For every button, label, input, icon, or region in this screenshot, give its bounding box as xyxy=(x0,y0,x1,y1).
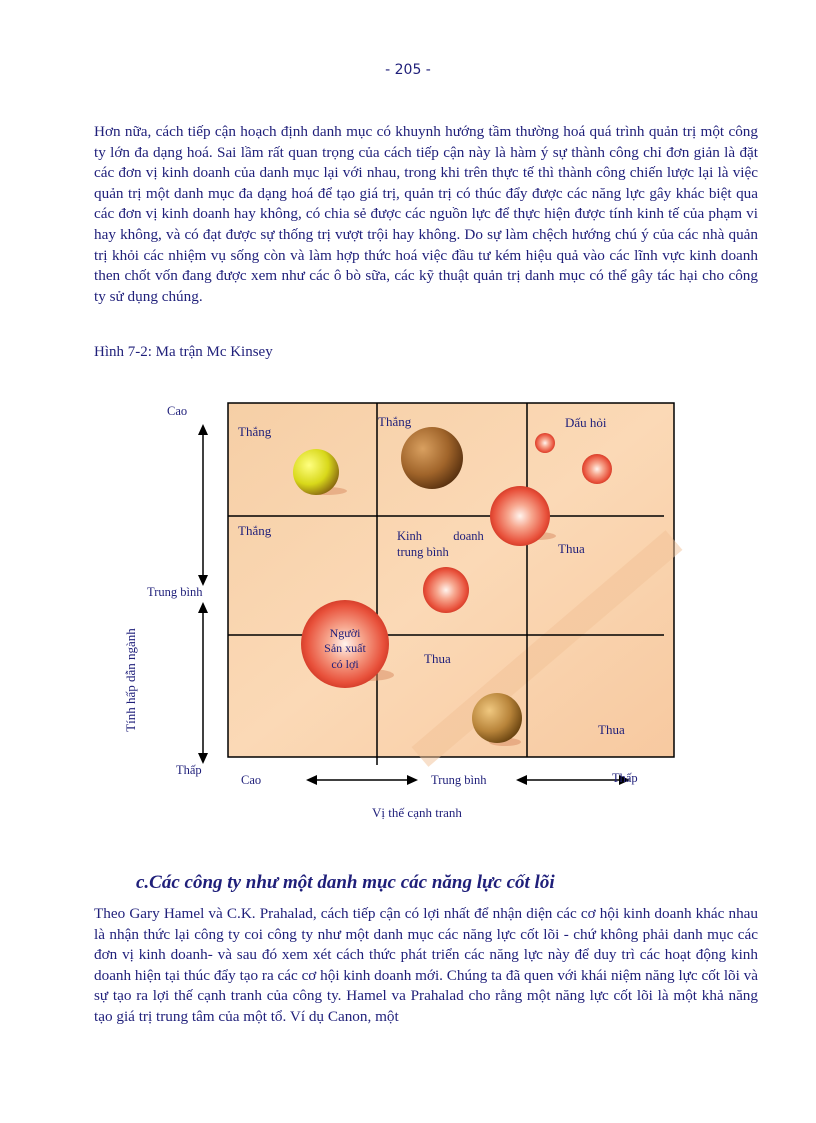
arrowhead-left-icon xyxy=(306,775,317,785)
arrowhead-up-icon xyxy=(198,424,208,435)
y-tick-low: Thấp xyxy=(176,763,202,777)
bubble-red-medium xyxy=(582,454,612,484)
figure-caption: Hình 7-2: Ma trận Mc Kinsey xyxy=(94,344,273,360)
x-tick-low: Thấp xyxy=(612,771,638,785)
body-paragraph-1: Hơn nữa, cách tiếp cận hoạch định danh mục có khuynh hướng tầm thường hoá quá trình quản trị một công ty lớn đa dạng hoá. Sai lầm rất quan trọng của cách tiếp cận này là hàm ý sự thành công chỉ đơn giản là đặt các đơn vị kinh doanh của danh mục lại với nhau, trong khi trên thực tế thì thành công chiến lược lại là việc quản trị một danh mục đa dạng hoá để tạo giá trị, quản trị có thúc đẩy được các năng lực gây khác biệt qua các đơn vị kinh doanh hay không, có chia sẻ được các nguồn lực để thực hiện được tính kinh tế của phạm vi hay không, và có đạt được sự thống trị vượt trội hay không. Do sự làm chệch hướng chú ý của các nhà quản trị khỏi các nhiệm vụ sống còn và làm hợp thức hoá việc đầu tư kém hiệu quả vào các lĩnh vực kinh doanh then chốt vốn đang được xem như các ô bò sữa, các kỹ thuật quản trị danh mục có thể gây tác hại cho công ty sử dụng chúng. xyxy=(94,123,758,305)
arrowhead-up-icon xyxy=(198,602,208,613)
y-axis-label: Tính hấp dẫn ngành xyxy=(123,628,138,732)
arrowhead-right-icon xyxy=(407,775,418,785)
bubble-red-small xyxy=(535,433,555,453)
x-axis-label: Vị thế cạnh tranh xyxy=(372,805,462,820)
cell-label-middle-left: Thắng xyxy=(238,523,272,538)
y-tick-medium: Trung bình xyxy=(147,585,203,599)
cell-label-bottom-left-2: Sản xuất xyxy=(324,641,366,655)
cell-label-middle-middle-2: trung bình xyxy=(397,545,449,559)
bubble-red-large xyxy=(490,486,550,546)
bubble-gold xyxy=(472,693,522,743)
y-tick-high: Cao xyxy=(167,404,188,418)
bubble-yellow xyxy=(293,449,339,495)
cell-label-bottom-left-3: có lợi xyxy=(331,657,359,671)
cell-label-bottom-middle: Thua xyxy=(424,651,451,666)
cell-label-top-middle: Thắng xyxy=(378,414,412,429)
mckinsey-matrix-figure xyxy=(0,390,816,870)
x-tick-high: Cao xyxy=(241,773,262,787)
cell-label-bottom-left-1: Người xyxy=(329,626,361,640)
cell-label-middle-middle-1: Kinh doanh xyxy=(397,529,484,543)
arrowhead-left-icon xyxy=(516,775,527,785)
page-number: - 205 - xyxy=(385,62,431,78)
cell-label-top-left: Thắng xyxy=(238,424,272,439)
cell-label-middle-right: Thua xyxy=(558,541,585,556)
section-heading: c.Các công ty như một danh mục các năng lực cốt lõi xyxy=(136,872,555,893)
body-paragraph-2: Theo Gary Hamel và C.K. Prahalad, cách tiếp cận có lợi nhất để nhận diện các cơ hội kinh doanh khác nhau là nhận thức lại công ty coi công ty như một danh mục các năng lực cốt lõi - chứ không phải danh mục các đơn vị kinh doanh- và sau đó xem xét cách thức phát triển các năng lực này để duy trì các hoạt động kinh doanh hiện tại thúc đẩy tạo ra các cơ hội kinh doanh mới. Chúng ta đã quen với khái niệm năng lực cốt lõi và sự tạo ra lợi thế cạnh tranh của công ty. Hamel va Prahalad cho rằng một năng lực cốt lõi là một khả năng tạo giá trị trung tâm của một tổ. Ví dụ Canon, một xyxy=(94,905,758,1025)
bubble-red-center xyxy=(423,567,469,613)
bubble-brown xyxy=(401,427,463,489)
x-tick-medium: Trung bình xyxy=(431,773,487,787)
cell-label-top-right: Dấu hỏi xyxy=(565,415,607,430)
cell-label-bottom-right: Thua xyxy=(598,722,625,737)
